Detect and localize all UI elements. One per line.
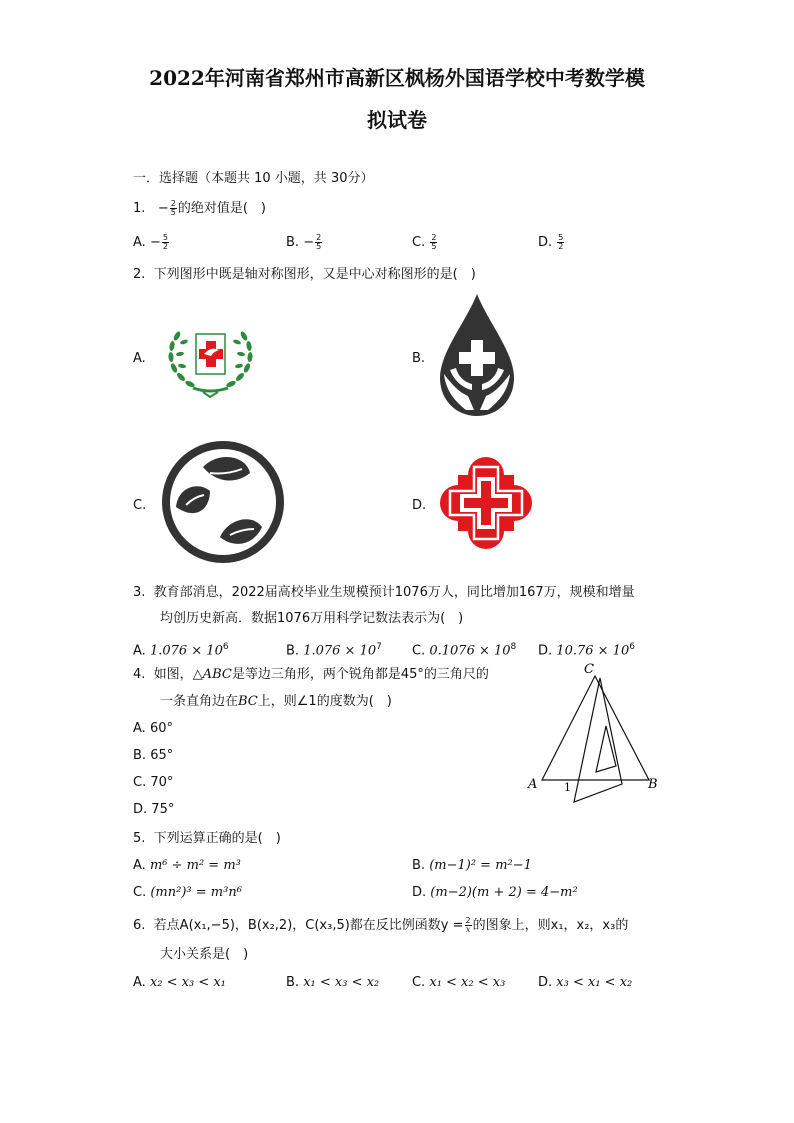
q4-option-d[interactable]: D. 75°	[133, 802, 175, 817]
fraction: $\frac{2}{5}$	[170, 199, 176, 217]
question-4-line-2: 一条直角边在BC上，则∠1的度数为( )	[160, 694, 392, 709]
q1-option-b[interactable]: B. − $\frac{2}{5}$	[286, 233, 322, 251]
question-4: 4. 如图，△ABC是等边三角形，两个锐角都是45°的三角尺的	[133, 667, 489, 682]
q1-option-c[interactable]: C. $\frac{2}{5}$	[412, 233, 437, 251]
q6-option-b[interactable]: B. x₁ < x₃ < x₂	[286, 975, 380, 990]
label-angle-1: 1	[564, 781, 571, 794]
q3-option-a[interactable]: A. $1.076 \times 10^6$	[133, 642, 229, 659]
q1-option-d[interactable]: D. $\frac{5}{2}$	[538, 233, 564, 251]
q3-option-c[interactable]: C. $0.1076 \times 10^8$	[412, 642, 517, 659]
q2-option-c[interactable]: C.	[133, 498, 147, 513]
section-heading: 一．选择题（本题共 10 小题，共 30分）	[133, 171, 374, 186]
blood-drop-hands-icon[interactable]	[436, 292, 518, 420]
question-6-line-2: 大小关系是( )	[160, 947, 249, 962]
question-number: 1.	[133, 201, 146, 216]
label-b: B	[648, 777, 658, 792]
triangle-figure	[524, 658, 664, 806]
three-leaf-circle-icon[interactable]	[158, 437, 288, 567]
q4-option-c[interactable]: C. 70°	[133, 775, 174, 790]
q5-option-b[interactable]: B. (m−1)² = m²−1	[412, 858, 532, 873]
set-square-outer	[574, 678, 622, 802]
q5-option-a[interactable]: A. m⁶ ÷ m² = m³	[133, 858, 241, 873]
label-a: A	[528, 777, 538, 792]
q1-option-a[interactable]: A. − $\frac{5}{2}$	[133, 233, 168, 251]
question-2: 2. 下列图形中既是轴对称图形，又是中心对称图形的是( )	[133, 267, 476, 282]
red-cross-flower-icon[interactable]	[440, 457, 532, 549]
question-1: 1. − $\frac{2}{5}$ 的绝对值是( )	[133, 199, 266, 217]
question-3-line-2: 均创历史新高．数据1076万用科学记数法表示为( )	[160, 611, 464, 626]
q6-option-d[interactable]: D. x₃ < x₁ < x₂	[538, 975, 633, 990]
q4-option-a[interactable]: A. 60°	[133, 721, 173, 736]
question-5: 5. 下列运算正确的是( )	[133, 831, 281, 846]
q2-option-a[interactable]: A.	[133, 351, 146, 366]
q4-option-b[interactable]: B. 65°	[133, 748, 174, 763]
set-square-inner	[596, 726, 616, 772]
equilateral-triangle	[542, 676, 649, 780]
question-3: 3. 教育部消息，2022届高校毕业生规模预计1076万人，同比增加167万，规模和增量	[133, 585, 635, 600]
q3-option-b[interactable]: B. $1.076 \times 10^7$	[286, 642, 382, 659]
title-line-1: 2022年河南省郑州市高新区枫杨外国语学校中考数学模	[149, 66, 645, 90]
q6-option-c[interactable]: C. x₁ < x₂ < x₃	[412, 975, 506, 990]
label-c: C	[584, 662, 594, 677]
q6-option-a[interactable]: A. x₂ < x₃ < x₁	[133, 975, 226, 990]
title-line-2: 拟试卷	[367, 108, 427, 132]
fraction: $\frac{2}{x}$	[465, 916, 471, 934]
red-cross-wreath-icon[interactable]	[163, 316, 258, 398]
q2-option-d[interactable]: D.	[412, 498, 427, 513]
question-6: 6. 若点A(x₁,−5)，B(x₂,2)，C(x₃,5)都在反比例函数y = $\frac{2}{x}$ 的图象上，则x₁，x₂，x₃的	[133, 916, 629, 934]
q2-option-b[interactable]: B.	[412, 351, 426, 366]
q5-option-c[interactable]: C. (mn²)³ = m³n⁶	[133, 885, 242, 900]
q5-option-d[interactable]: D. (m−2)(m + 2) = 4−m²	[412, 885, 578, 900]
q3-option-d[interactable]: D. $10.76 \times 10^6$	[538, 642, 635, 659]
